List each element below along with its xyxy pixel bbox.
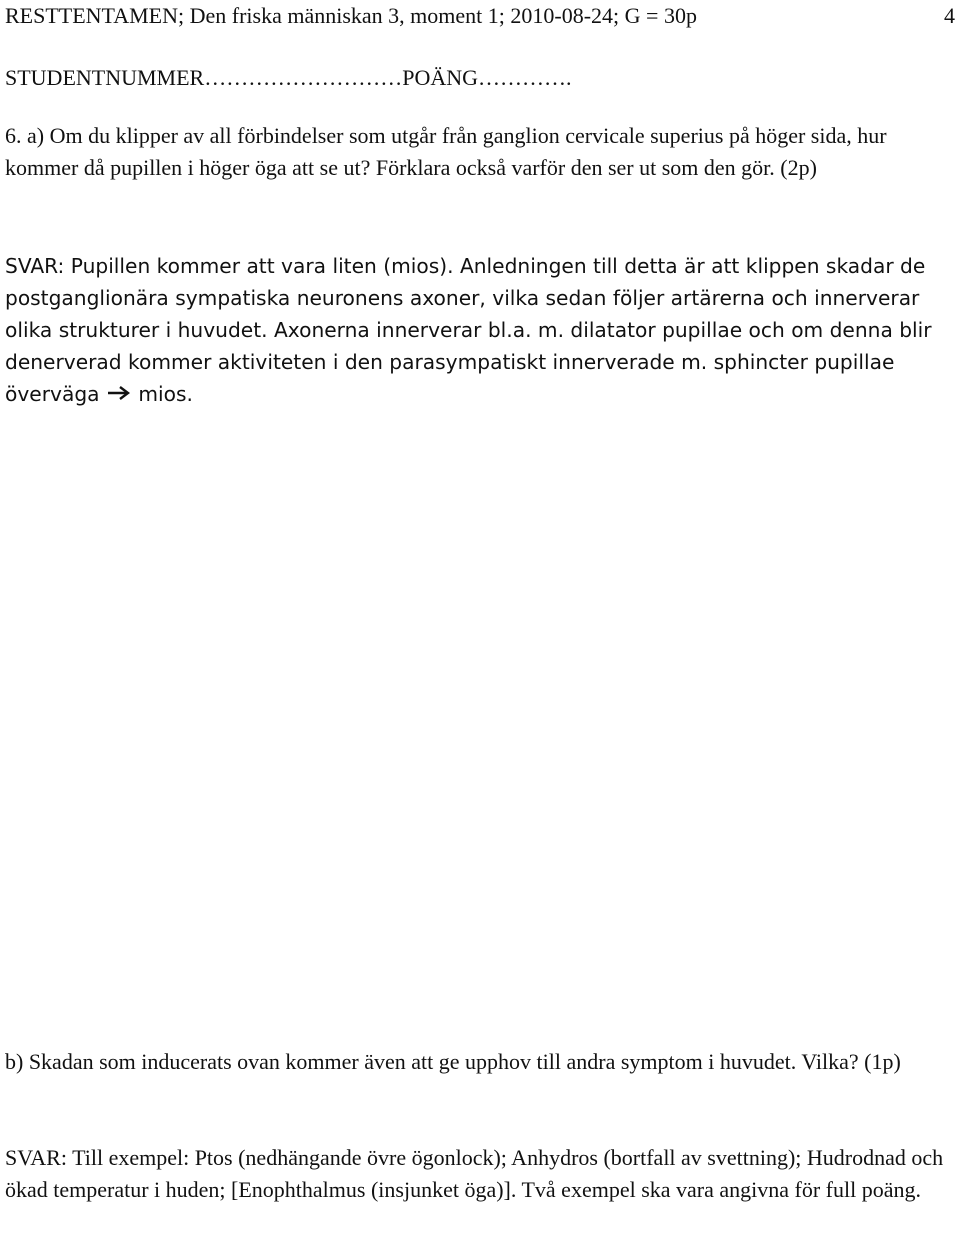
exam-title: RESTTENTAMEN; Den friska människan 3, moment 1; 2010-08-24; G = 30p [5,3,697,28]
question-6b: b) Skadan som inducerats ovan kommer även att ge upphov till andra symptom i huvudet. Vilka? (1p) [5,1049,901,1074]
page-number: 4 [944,3,955,28]
question-6a: 6. a) Om du klipper av all förbindelser som utgår från ganglion cervicale superius på höger sida, hur kommer då pupillen i höger öga att se ut? Förklara också varför den ser ut som den gör. (2p) [5,123,887,180]
answer-6a [5,250,955,410]
student-number-line: STUDENTNUMMER………………………POÄNG…………. [5,65,572,90]
answer-6a-text: SVAR: Pupillen kommer att vara liten (mios). Anledningen till detta är att klippen skadar de postganglionära sympatiska neuronens axoner, vilka sedan följer artärerna och innerverar olika strukturer i huvudet. Axonerna innerverar bl.a. m. dilatator pupillae och om denna blir denerverad kommer aktiviteten i den parasympatiskt innerverade m. sphincter pupillae överväga [5,254,932,406]
page-header [5,0,955,32]
right-arrow-icon [106,385,132,401]
answer-6b: SVAR: Till exempel: Ptos (nedhängande övre ögonlock); Anhydros (bortfall av svettning); Hudrodnad och ökad temperatur i huden; [Enophthalmus (insjunket öga)]. Två exempel ska vara angivna för full poäng. [5,1145,944,1202]
answer-6a-ending: mios. [131,382,193,406]
